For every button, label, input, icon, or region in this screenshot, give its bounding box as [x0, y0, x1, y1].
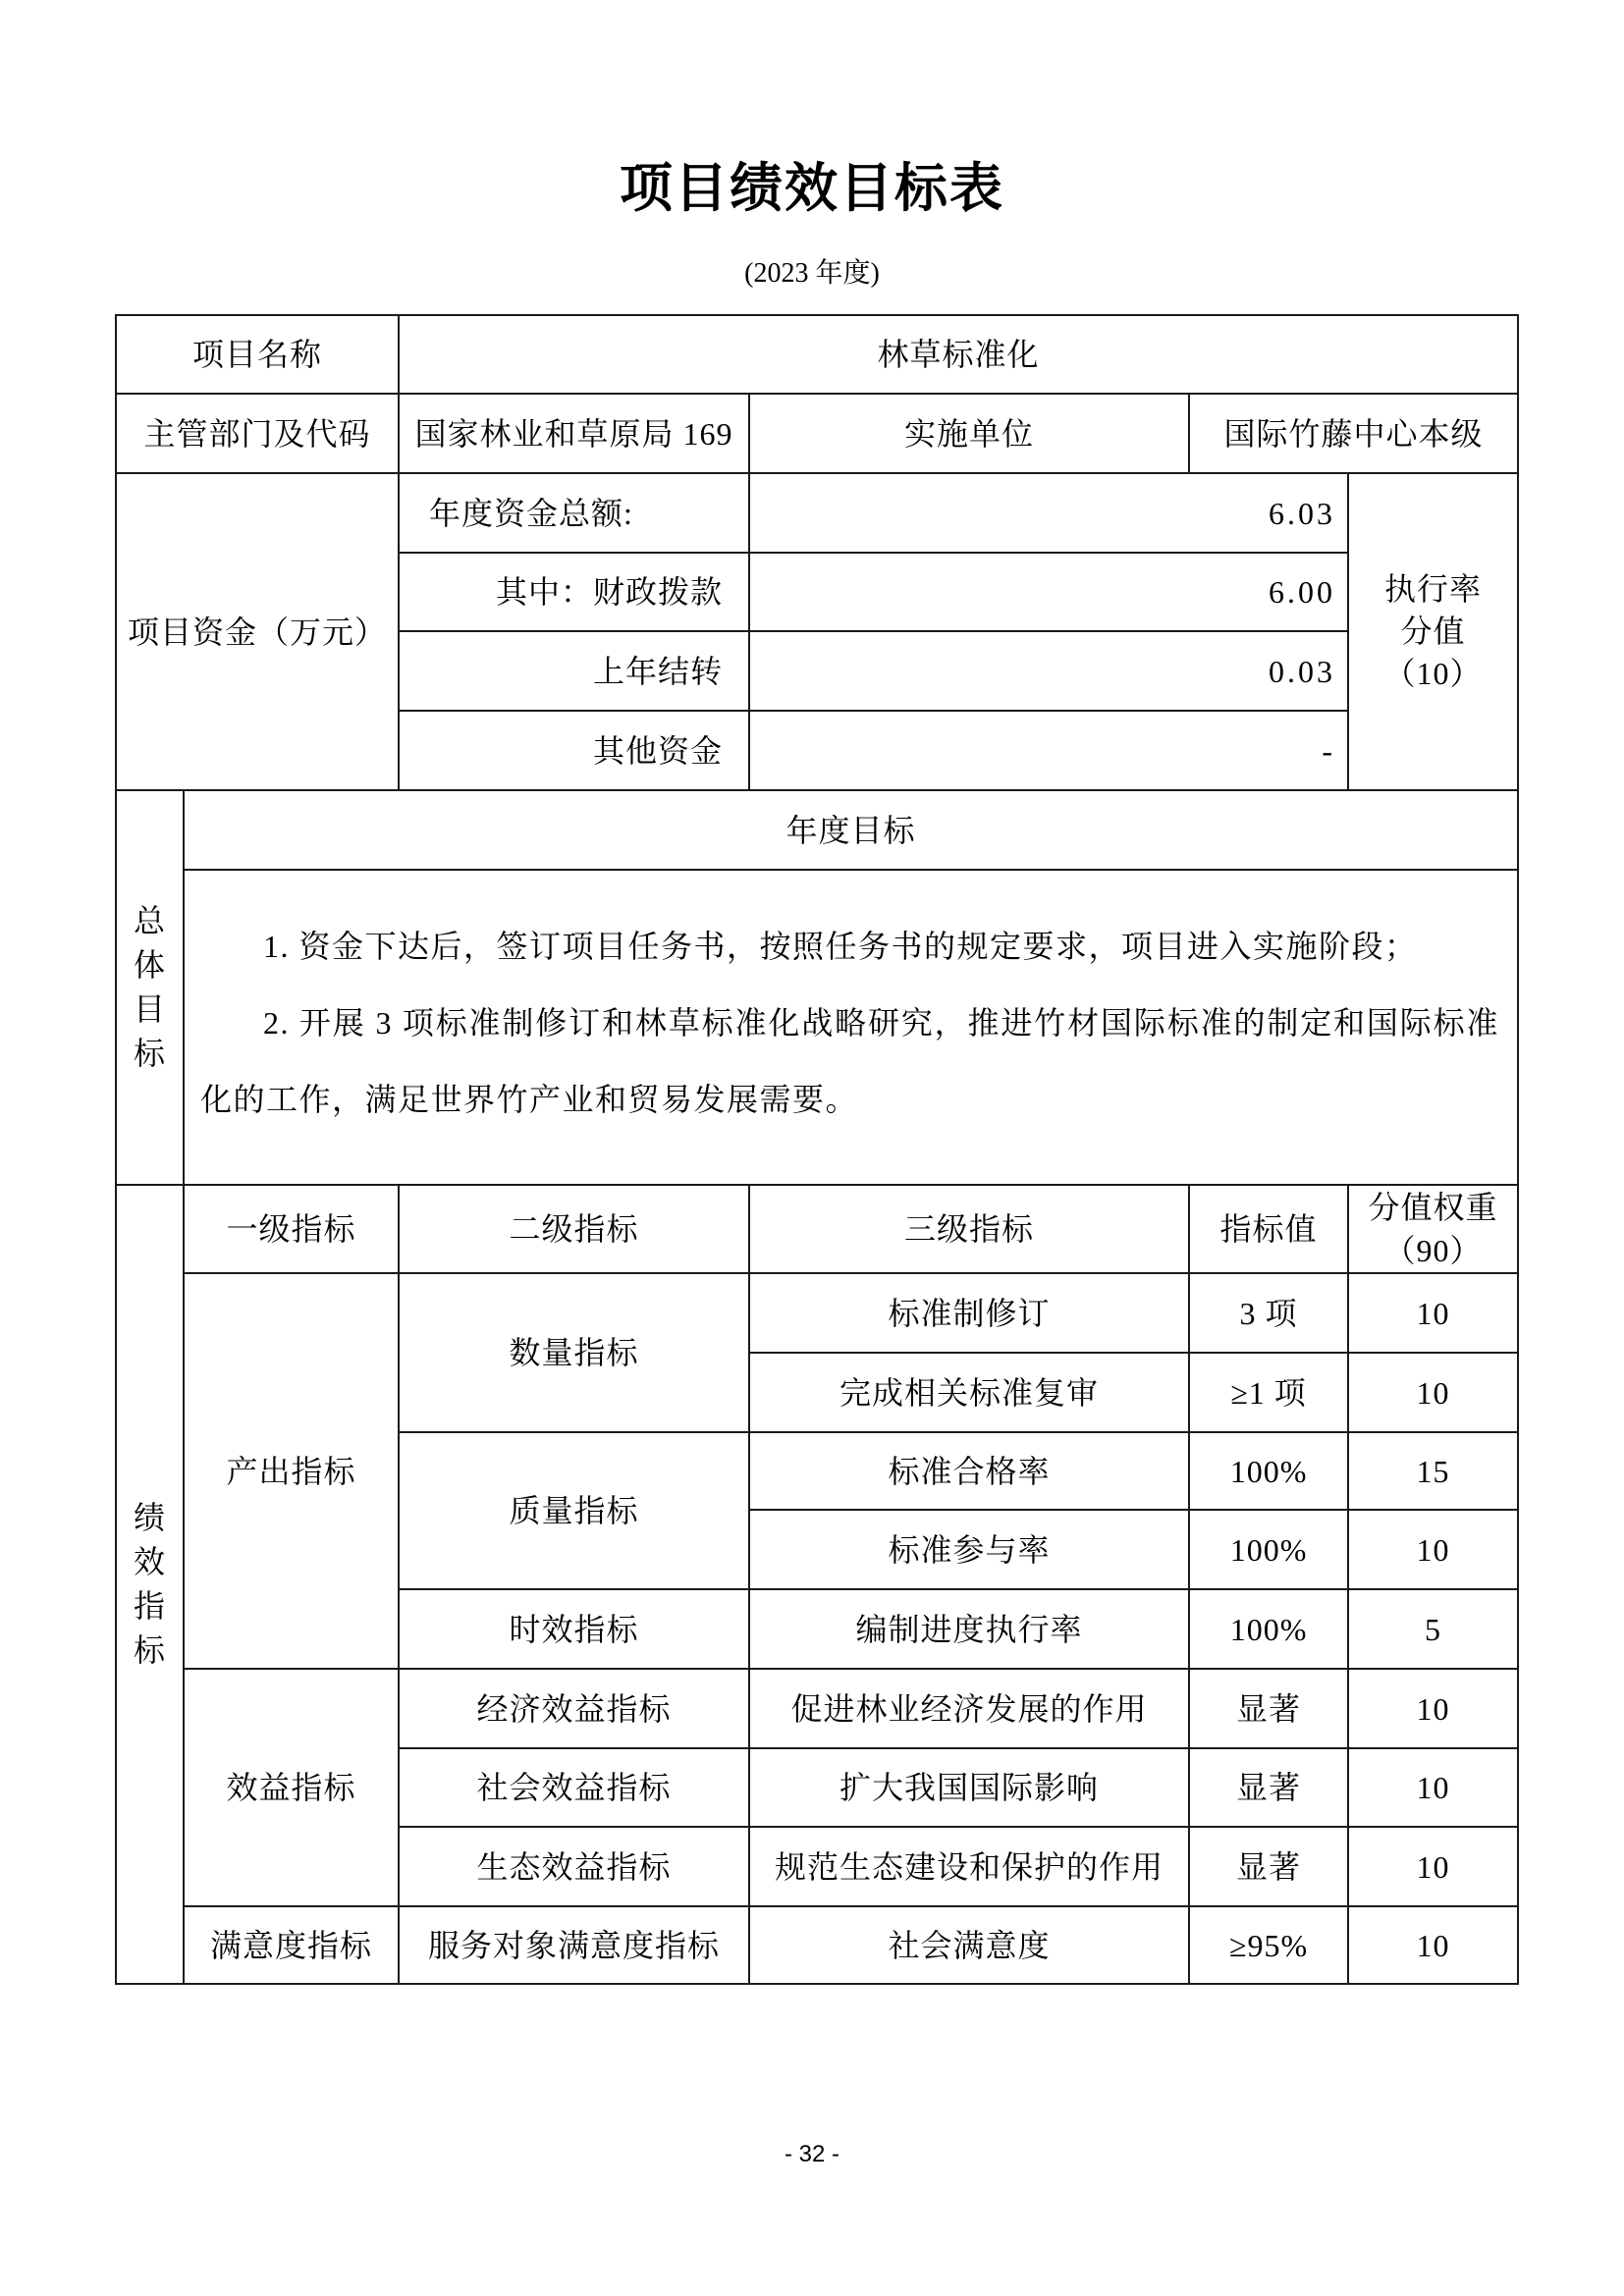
indicator-row	[116, 1906, 1518, 1984]
indicator-header-row	[116, 1185, 1518, 1273]
level2-timeliness: 时效指标	[399, 1589, 749, 1669]
fund-total-value: 6.03	[749, 473, 1348, 553]
project-name-row	[116, 315, 1518, 394]
weight-cell: 5	[1348, 1589, 1518, 1669]
header-level2: 二级指标	[399, 1185, 749, 1273]
level1-satisfaction: 满意度指标	[184, 1906, 399, 1984]
indicators-section-label: 绩效指标	[116, 1185, 184, 1984]
header-weight-line: 分值权重	[1368, 1190, 1498, 1225]
level2-service-satisfaction: 服务对象满意度指标	[399, 1906, 749, 1984]
level3-cell: 扩大我国国际影响	[749, 1748, 1189, 1827]
funds-label: 项目资金（万元）	[116, 473, 399, 790]
level3-cell: 完成相关标准复审	[749, 1353, 1189, 1432]
level2-economic: 经济效益指标	[399, 1669, 749, 1748]
annual-goal-text	[184, 870, 1518, 1185]
value-cell: 100%	[1189, 1510, 1348, 1589]
level2-quantity: 数量指标	[399, 1273, 749, 1432]
value-cell: 显著	[1189, 1669, 1348, 1748]
overall-goal-header-row	[116, 790, 1518, 870]
department-row	[116, 394, 1518, 473]
fund-other-value: -	[749, 711, 1348, 790]
fund-total-label: 年度资金总额:	[399, 473, 749, 553]
weight-cell: 15	[1348, 1432, 1518, 1510]
weight-cell: 10	[1348, 1669, 1518, 1748]
level1-benefit: 效益指标	[184, 1669, 399, 1906]
project-name-value: 林草标准化	[399, 315, 1518, 394]
header-weight-line: （90）	[1383, 1233, 1483, 1268]
level3-cell: 标准制修订	[749, 1273, 1189, 1353]
performance-target-table	[115, 314, 1519, 1985]
value-cell: 100%	[1189, 1432, 1348, 1510]
implementing-unit-label: 实施单位	[749, 394, 1189, 473]
level2-quality: 质量指标	[399, 1432, 749, 1589]
project-name-label: 项目名称	[116, 315, 399, 394]
header-level1: 一级指标	[184, 1185, 399, 1273]
level3-cell: 标准参与率	[749, 1510, 1189, 1589]
level3-cell: 标准合格率	[749, 1432, 1189, 1510]
indicator-row	[116, 1669, 1518, 1748]
fund-carryover-value: 0.03	[749, 631, 1348, 711]
execution-score-line: 分值	[1400, 614, 1466, 649]
level2-social: 社会效益指标	[399, 1748, 749, 1827]
fund-other-label: 其他资金	[399, 711, 749, 790]
level3-cell: 规范生态建设和保护的作用	[749, 1827, 1189, 1906]
level3-cell: 促进林业经济发展的作用	[749, 1669, 1189, 1748]
header-value: 指标值	[1189, 1185, 1348, 1273]
page-subtitle: (2023 年度)	[744, 258, 880, 289]
value-cell: 3 项	[1189, 1273, 1348, 1353]
value-cell: 显著	[1189, 1827, 1348, 1906]
fund-row	[116, 473, 1518, 553]
goal-paragraph: 2. 开展 3 项标准制修订和林草标准化战略研究，推进竹材国际标准的制定和国际标准化的工作，满足世界竹产业和贸易发展需要。	[200, 1005, 1500, 1117]
weight-cell: 10	[1348, 1906, 1518, 1984]
header-level3: 三级指标	[749, 1185, 1189, 1273]
weight-cell: 10	[1348, 1510, 1518, 1589]
weight-cell: 10	[1348, 1273, 1518, 1353]
value-cell: ≥95%	[1189, 1906, 1348, 1984]
implementing-unit-value: 国际竹藤中心本级	[1189, 394, 1518, 473]
overall-goal-section-label: 总体目标	[116, 790, 184, 1185]
execution-score-line: 执行率	[1384, 571, 1483, 607]
weight-cell: 10	[1348, 1353, 1518, 1432]
goal-paragraph: 1. 资金下达后，签订项目任务书，按照任务书的规定要求，项目进入实施阶段；	[263, 929, 1418, 964]
value-cell: ≥1 项	[1189, 1353, 1348, 1432]
level1-output: 产出指标	[184, 1273, 399, 1669]
fund-fiscal-value: 6.00	[749, 553, 1348, 631]
department-label: 主管部门及代码	[116, 394, 399, 473]
header-weight	[1348, 1185, 1518, 1273]
level3-cell: 编制进度执行率	[749, 1589, 1189, 1669]
weight-cell: 10	[1348, 1827, 1518, 1906]
page-title: 项目绩效目标表	[620, 159, 1004, 218]
execution-score-line: （10）	[1383, 656, 1483, 691]
level2-ecological: 生态效益指标	[399, 1827, 749, 1906]
value-cell: 100%	[1189, 1589, 1348, 1669]
fund-fiscal-label: 其中：财政拨款	[399, 553, 749, 631]
department-value: 国家林业和草原局 169	[399, 394, 749, 473]
indicator-row	[116, 1273, 1518, 1353]
overall-goal-text-row	[116, 870, 1518, 1185]
fund-carryover-label: 上年结转	[399, 631, 749, 711]
weight-cell: 10	[1348, 1748, 1518, 1827]
annual-goal-header: 年度目标	[184, 790, 1518, 870]
execution-score-cell	[1348, 473, 1518, 790]
level3-cell: 社会满意度	[749, 1906, 1189, 1984]
value-cell: 显著	[1189, 1748, 1348, 1827]
page-number: - 32 -	[784, 2141, 839, 2167]
